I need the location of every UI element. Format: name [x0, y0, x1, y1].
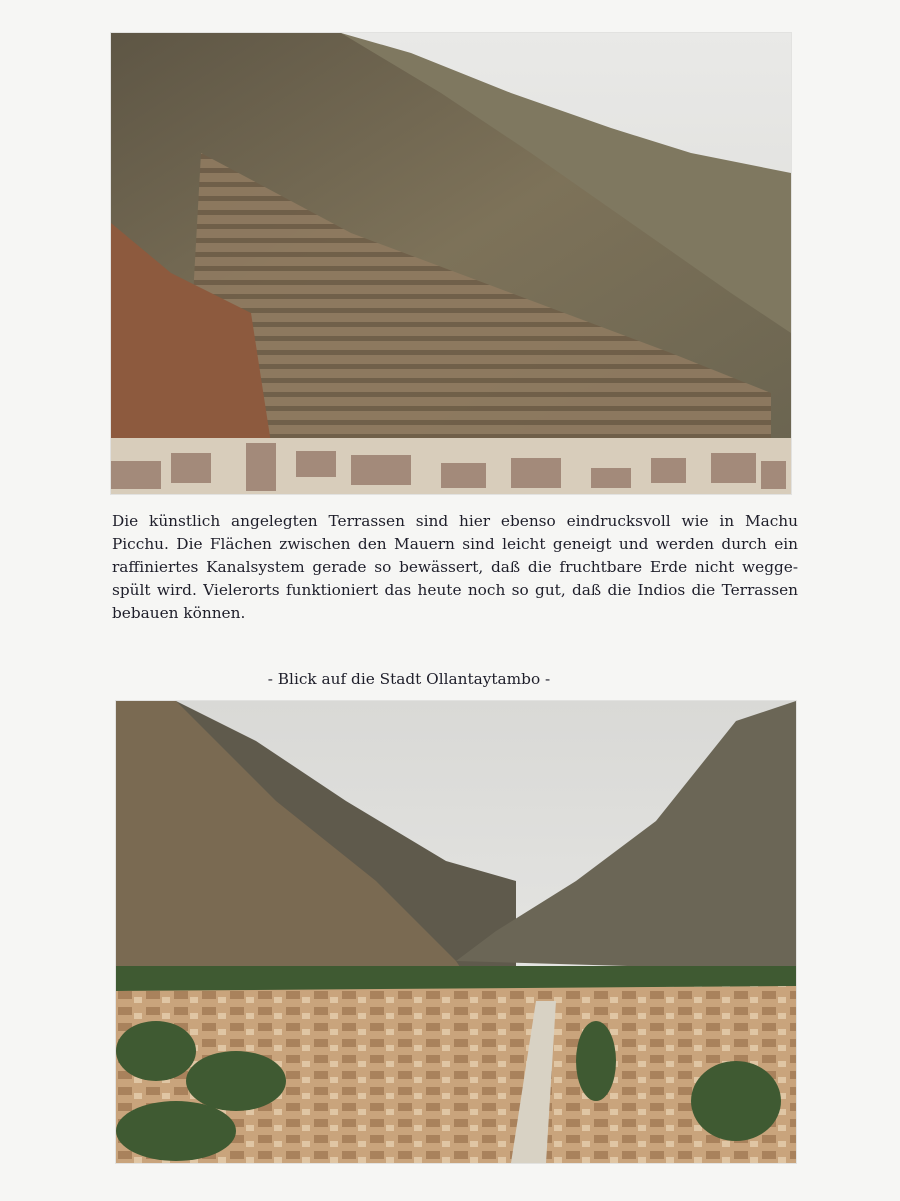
photo-caption: Die künstlich angelegten Terrassen sind hier ebenso eindrucksvoll wie in Machu Picchu. Die Flächen zwischen den Mauern sind leicht geneigt und werden durch ein raffiniertes Kanalsystem gerade so bewässert, daß die fruchtbare Erde nicht weggespült wird. Vielerorts funktioniert das heute noch so gut, daß die Indios die Terrassen bebauen können.	[112, 512, 798, 622]
town-photo	[116, 701, 796, 1163]
section-subtitle: - Blick auf die Stadt Ollantaytambo -	[267, 670, 551, 688]
town-photo-illustration	[116, 701, 796, 1163]
terraces-photo	[111, 33, 791, 494]
terraces-photo-illustration	[111, 33, 791, 494]
